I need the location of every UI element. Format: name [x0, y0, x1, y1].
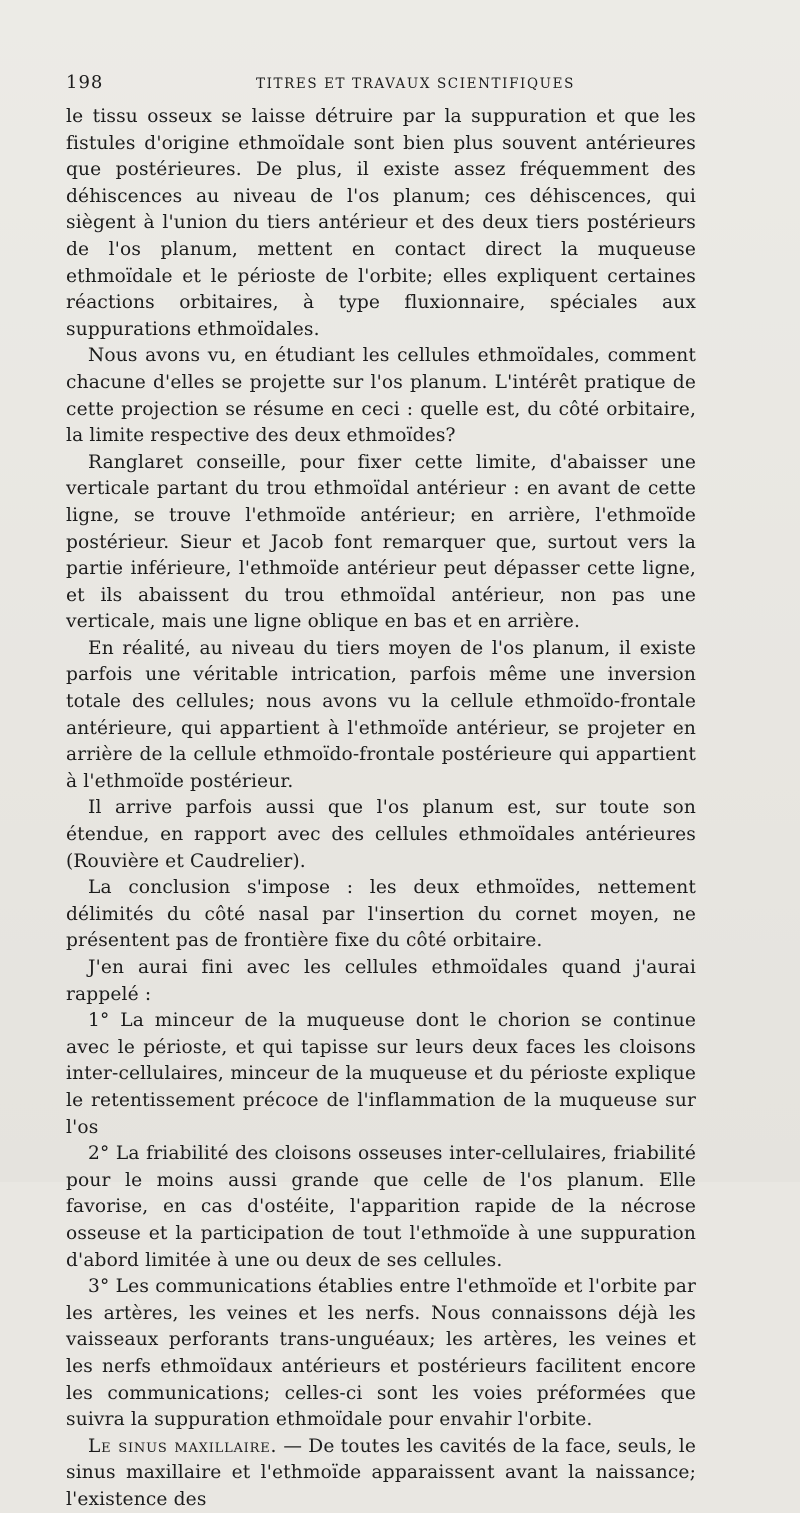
section-text-sinus-maxillaire: — De toutes les cavités de la face, seuls, le sinus maxillaire et l'ethmoïde apparaissent avant la naissance; l'existence des	[66, 1435, 696, 1510]
paragraph-conclusion: La conclusion s'impose : les deux ethmoïdes, nettement délimités du côté nasal par l'insertion du cornet moyen, ne présentent pas de frontière fixe du côté orbitaire.	[66, 877, 696, 952]
list-item-2: 2° La friabilité des cloisons osseuses inter-cellulaires, friabilité pour le moins aussi grande que celle de l'os planum. Elle favorise, en cas d'ostéite, l'apparition rapide de la nécrose osseuse et la participation de tout l'ethmoïde à une suppuration d'abord limitée à une ou deux de ses cellules.	[66, 1143, 696, 1271]
paragraph-continuation: le tissu osseux se laisse détruire par la suppuration et que les fistules d'origine ethmoïdale sont bien plus souvent antérieures que postérieures. De plus, il existe assez fréquemment des déhiscences au niveau de l'os planum; ces déhiscences, qui siègent à l'union du tiers antérieur et des deux tiers postérieurs de l'os planum, mettent en contact direct la muqueuse ethmoïdale et le périoste de l'orbite; elles expliquent certaines réactions orbitaires, à type fluxionnaire, spéciales aux suppurations ethmoïdales.	[66, 106, 696, 340]
paragraph-ranglaret: Ranglaret conseille, pour fixer cette limite, d'abaisser une verticale partant du trou ethmoïdal antérieur : en avant de cette ligne, se trouve l'ethmoïde antérieur; en arrière, l'ethmoïde postérieur. Sieur et Jacob font remarquer que, surtout vers la partie inférieure, l'ethmoïde antérieur peut dépasser cette ligne, et ils abaissent du trou ethmoïdal antérieur, non pas une verticale, mais une ligne oblique en bas et en arrière.	[66, 451, 696, 633]
list-item-1: 1° La minceur de la muqueuse dont le chorion se continue avec le périoste, et qui tapisse sur leurs deux faces les cloisons inter-cellulaires, minceur de la muqueuse et du périoste explique le retentissement précoce de l'inflammation de la muqueuse sur l'os	[66, 1010, 696, 1138]
page-header	[66, 72, 698, 100]
list-item-3: 3° Les communications établies entre l'ethmoïde et l'orbite par les artères, les veines et les nerfs. Nous connaissons déjà les vaisseaux perforants trans-unguéaux; les artères, les veines et les nerfs ethmoïdaux antérieurs et postérieurs facilitent encore les communications; celles-ci sont les voies préformées que suivra la suppuration ethmoïdale pour envahir l'orbite.	[66, 1276, 696, 1431]
running-head: TITRES ET TRAVAUX SCIENTIFIQUES	[256, 76, 575, 92]
section-heading-sinus-maxillaire: Le sinus maxillaire.	[88, 1435, 278, 1457]
paragraph-rouviere: Il arrive parfois aussi que l'os planum est, sur toute son étendue, en rapport avec des cellules ethmoïdales antérieures (Rouvière et Caudrelier).	[66, 797, 696, 872]
paragraph-rappel: J'en aurai fini avec les cellules ethmoïdales quand j'aurai rappelé :	[66, 957, 696, 1005]
paragraph-sinus-maxillaire	[66, 1434, 696, 1513]
paragraph-projection: Nous avons vu, en étudiant les cellules ethmoïdales, comment chacune d'elles se projette sur l'os planum. L'intérêt pratique de cette projection se résume en ceci : quelle est, du côté orbitaire, la limite respective des deux ethmoïdes?	[66, 345, 696, 447]
paragraph-intrication: En réalité, au niveau du tiers moyen de l'os planum, il existe parfois une véritable intrication, parfois même une inversion totale des cellules; nous avons vu la cellule ethmoïdo-frontale antérieure, qui appartient à l'ethmoïde antérieur, se projeter en arrière de la cellule ethmoïdo-frontale postérieure qui appartient à l'ethmoïde postérieur.	[66, 637, 696, 792]
page-number: 198	[66, 72, 104, 93]
body-text	[66, 104, 696, 1513]
